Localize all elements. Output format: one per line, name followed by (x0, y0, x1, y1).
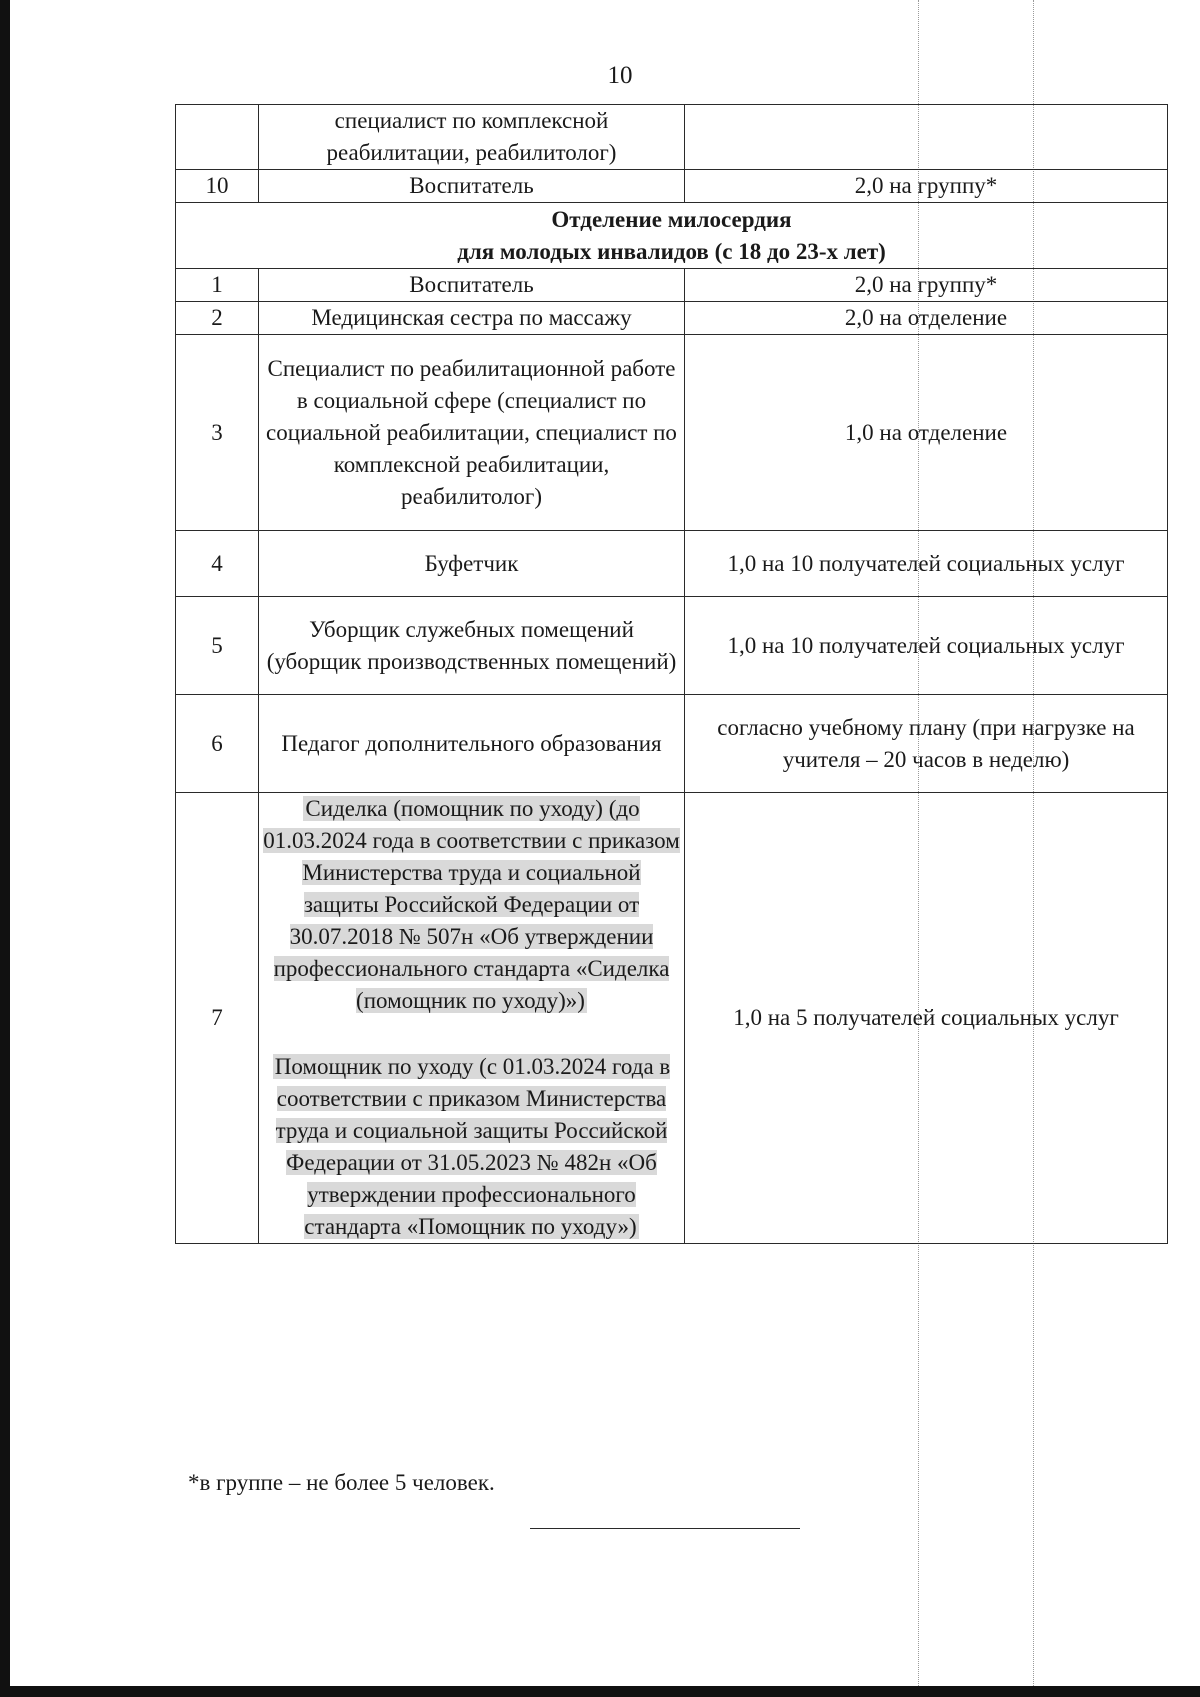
norm-cell: согласно учебному плану (при нагрузке на учителя – 20 часов в неделю) (685, 695, 1168, 793)
paragraph-gap (263, 1017, 680, 1051)
position-cell: специалист по комплексной реабилитации, реабилитолог) (259, 105, 685, 170)
section-title-line1: Отделение милосердия (551, 206, 792, 232)
section-header-row (176, 203, 1168, 269)
position-cell: Специалист по реабилитационной работе в социальной сфере (специалист по социальной реабилитации, специалист по комплексной реабилитации, реабилитолог) (259, 335, 685, 531)
norm-cell: 1,0 на отделение (685, 335, 1168, 531)
row-number: 2 (176, 302, 259, 335)
row-number: 4 (176, 531, 259, 597)
table-row (176, 793, 1168, 1244)
table-row (176, 597, 1168, 695)
norm-cell: 2,0 на отделение (685, 302, 1168, 335)
norm-cell: 2,0 на группу* (685, 269, 1168, 302)
position-cell: Воспитатель (259, 170, 685, 203)
row-number: 10 (176, 170, 259, 203)
table-row (176, 302, 1168, 335)
norm-cell: 2,0 на группу* (685, 170, 1168, 203)
norm-cell: 1,0 на 10 получателей социальных услуг (685, 531, 1168, 597)
row-number: 3 (176, 335, 259, 531)
norm-cell: 1,0 на 5 получателей социальных услуг (685, 793, 1168, 1244)
position-cell: Педагог дополнительного образования (259, 695, 685, 793)
position-cell: Воспитатель (259, 269, 685, 302)
table-row (176, 531, 1168, 597)
position-cell: Уборщик служебных помещений (уборщик производственных помещений) (259, 597, 685, 695)
table-row (176, 105, 1168, 170)
end-rule (530, 1528, 800, 1529)
table-row (176, 269, 1168, 302)
page-number: 10 (607, 62, 633, 89)
position-cell: Медицинская сестра по массажу (259, 302, 685, 335)
norm-cell: 1,0 на 10 получателей социальных услуг (685, 597, 1168, 695)
footnote: *в группе – не более 5 человек. (188, 1470, 495, 1495)
position-text-highlighted: Помощник по уходу (с 01.03.2024 года в соответствии с приказом Министерства труда и социальной защиты Российской Федерации от 31.05.2023 № 482н «Об утверждении профессионального стандарта «Помощник по уходу») (274, 1054, 671, 1239)
section-title (176, 203, 1168, 269)
row-number: 5 (176, 597, 259, 695)
position-cell (259, 793, 685, 1244)
row-number: 1 (176, 269, 259, 302)
section-title-line2: для молодых инвалидов (с 18 до 23-х лет) (457, 238, 886, 264)
table-row (176, 335, 1168, 531)
row-number: 7 (176, 793, 259, 1244)
scan-border-bottom (0, 1686, 1200, 1697)
position-cell: Буфетчик (259, 531, 685, 597)
norm-cell (685, 105, 1168, 170)
row-number: 6 (176, 695, 259, 793)
staffing-table (175, 104, 1168, 1244)
position-text-highlighted: Сиделка (помощник по уходу) (до 01.03.2024 года в соответствии с приказом Министерства труда и социальной защиты Российской Федерации от 30.07.2018 № 507н «Об утверждении профессионального стандарта «Сиделка (помощник по уходу)») (263, 796, 680, 1013)
table-row (176, 695, 1168, 793)
row-number (176, 105, 259, 170)
table-row (176, 170, 1168, 203)
scan-border-left (0, 0, 10, 1697)
